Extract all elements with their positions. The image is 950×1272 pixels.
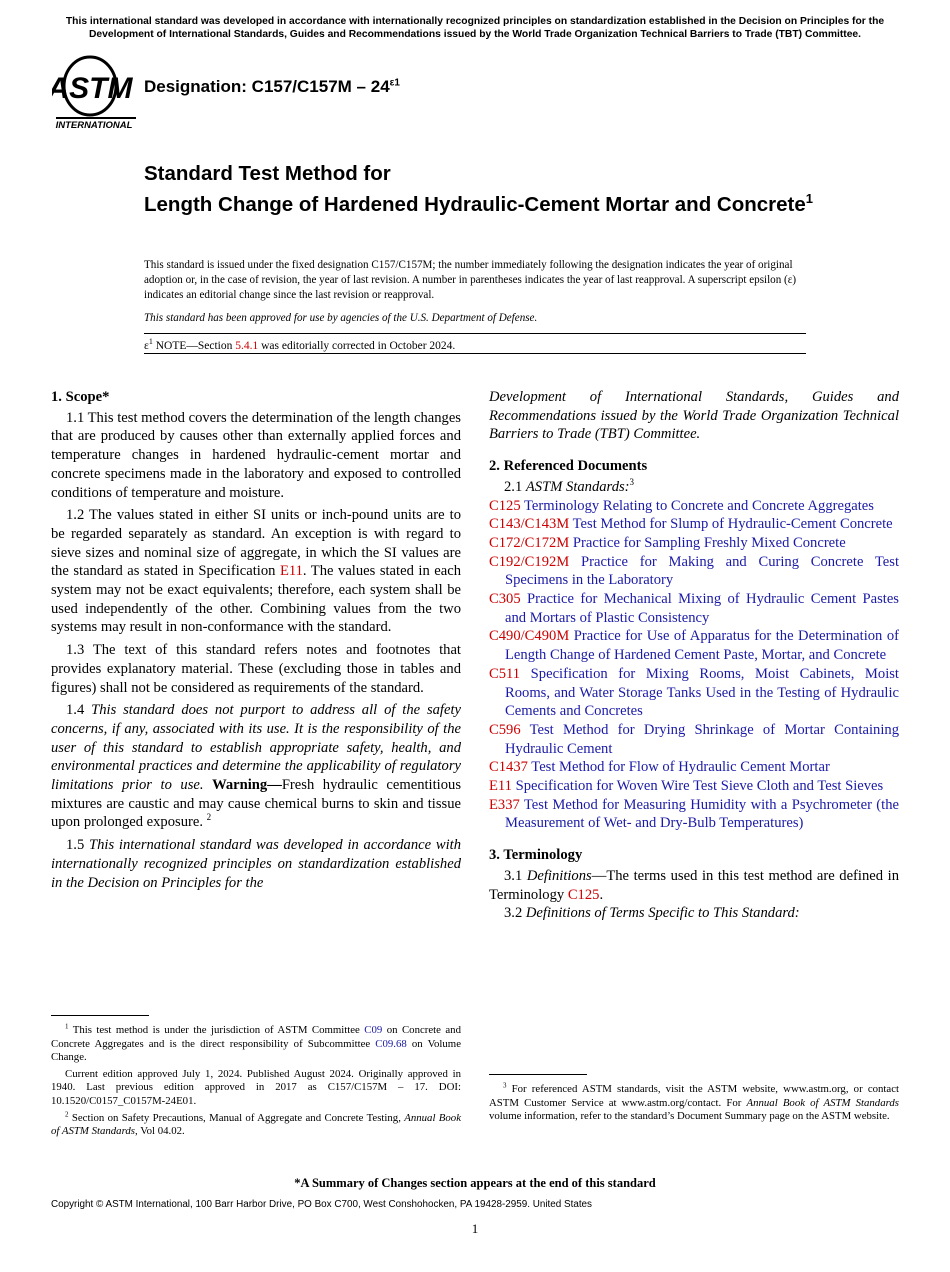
subsection-astm-standards: 2.1 ASTM Standards:$^3$ xyxy=(504,476,635,495)
reference-title-link[interactable]: Practice for Use of Apparatus for the Determination of Length Change of Hardened Cement Paste, Mortar, and Concrete xyxy=(505,628,899,664)
paragraph-1-3: 1.3 The text of this standard refers notes and footnotes that provides explanatory material. These (excluding those in tables and figures) shall not be considered as requirements of the standard. xyxy=(51,642,461,696)
reference-code-link[interactable]: C172/C172M xyxy=(489,534,570,551)
page-title: Standard Test Method for Length Change of Hardened Hydraulic-Cement Mortar and Concrete$^1$ xyxy=(144,162,814,216)
reference-item xyxy=(489,796,899,833)
section-heading-referenced: 2. Referenced Documents xyxy=(489,458,648,475)
reference-code-link[interactable]: C192/C192M xyxy=(489,553,570,570)
astm-logo xyxy=(52,54,136,132)
footnote-rule xyxy=(489,1074,587,1075)
left-column xyxy=(51,388,461,892)
section-link[interactable]: 5.4.1 xyxy=(235,339,259,352)
reference-title-link[interactable]: Test Method for Flow of Hydraulic Cement Mortar xyxy=(527,759,830,776)
reference-code-link[interactable]: E337 xyxy=(489,796,520,813)
reference-title-link[interactable]: Practice for Sampling Freshly Mixed Concrete xyxy=(569,534,846,551)
reference-title-link[interactable]: Practice for Mechanical Mixing of Hydraulic Cement Pastes and Mortars of Plastic Consistency xyxy=(505,591,899,626)
reference-item xyxy=(489,497,899,516)
footnote-1-edition: Current edition approved July 1, 2024. Published August 2024. Originally approved in 1940. Last previous edition approved in 2017 as C157/C157M – 17. DOI: 10.1520/C0157_C0157M-24E01. xyxy=(51,1067,461,1107)
paragraph-1-4: 1.4 This standard does not purport to address all of the safety concerns, if any, associated with its use. It is the responsibility of the user of this standard to establish appropriate safety, health, and environmental practices and determine the applicability of regulatory limitations prior to use. Warning—Fresh hydraulic cementitious mixtures are caustic and may cause chemical burns to skin and tissue upon prolonged exposure. $^2$ xyxy=(51,702,461,831)
copyright: Copyright © ASTM International, 100 Barr Harbor Drive, PO Box C700, West Conshohocken, PA 19428-2959. United States xyxy=(51,1199,592,1210)
footnote-1: $^1$ This test method is under the jurisdiction of ASTM Committee C09 on Concrete and Concrete Aggregates and is the direct responsibility of Subcommittee C09.68 on Volume Change. xyxy=(51,1022,461,1064)
dod-note: This standard has been approved for use by agencies of the U.S. Department of Defense. xyxy=(144,312,538,324)
reference-title-link[interactable]: Test Method for Drying Shrinkage of Mortar Containing Hydraulic Cement xyxy=(505,721,899,757)
top-notice: This international standard was developed in accordance with internationally recognized principles on standardization established in the Decision on Principles for the Development of International Standards, Guides and Recommendations issued by the World Trade Organization Technical Barriers to Trade (TBT) Committee. xyxy=(65,16,885,40)
link-e11[interactable]: E11 xyxy=(279,563,303,580)
reference-code-link[interactable]: C143/C143M xyxy=(489,516,570,533)
link-c125[interactable]: C125 xyxy=(567,886,600,903)
divider xyxy=(144,333,806,334)
reference-item xyxy=(489,515,899,534)
reference-item xyxy=(489,590,899,627)
paragraph-3-2: 3.2 Definitions of Terms Specific to This Standard: xyxy=(504,905,800,922)
paragraph-1-5-continued: Development of International Standards, Guides and Recommendations issued by the World Trade Organization Technical Barriers to Trade (TBT) Committee. xyxy=(489,389,899,443)
reference-title-link[interactable]: Specification for Woven Wire Test Sieve Cloth and Test Sieves xyxy=(511,778,884,795)
paragraph-3-1: 3.1 Definitions—The terms used in this test method are defined in Terminology C125. xyxy=(489,867,899,903)
footnotes-left xyxy=(51,1015,461,1139)
paragraph-1-2: 1.2 The values stated in either SI units or inch-pound units are to be regarded separately as standard. An exception is with regard to sieve sizes and nominal size of aggregate, in which the SI values are the standard as stated in Specification E11. The values stated in each system may not be exact equivalents; therefore, each system shall be used independently of the other. Combining values from the two systems may result in non-conformance with the standard. xyxy=(51,507,461,636)
section-heading-scope: 1. Scope* xyxy=(51,389,110,405)
reference-title-link[interactable]: Test Method for Measuring Humidity with a Psychrometer (the Measurement of Wet- and Dry-Bulb Temperatures) xyxy=(505,796,899,832)
reference-code-link[interactable]: C125 xyxy=(489,497,521,514)
editorial-note: $\varepsilon^1$ NOTE—Section 5.4.1 was editorially corrected in October 2024. xyxy=(144,337,456,352)
reference-title-link[interactable]: Specification for Mixing Rooms, Moist Cabinets, Moist Rooms, and Water Storage Tanks Used in the Testing of Hydraulic Cements and Concretes xyxy=(505,665,899,720)
reference-code-link[interactable]: C1437 xyxy=(489,759,528,776)
reference-list xyxy=(489,497,899,834)
reference-code-link[interactable]: C490/C490M xyxy=(489,628,570,645)
reference-item xyxy=(489,777,899,796)
paragraph-1-5: 1.5 This international standard was developed in accordance with internationally recognized principles on standardization established in the Decision on Principles for the xyxy=(51,837,462,891)
reference-title-link[interactable]: Terminology Relating to Concrete and Concrete Aggregates xyxy=(520,497,874,514)
paragraph-1-1: 1.1 This test method covers the determination of the length changes that are produced by causes other than externally applied forces and temperature changes in hardened hydraulic-cement mortar and concrete specimens made in the laboratory and exposed to controlled conditions of temperature and moisture. xyxy=(51,409,461,501)
reference-item xyxy=(489,534,899,553)
reference-item xyxy=(489,758,899,777)
svg-text:ASTM: ASTM xyxy=(52,72,133,105)
reference-code-link[interactable]: C596 xyxy=(489,721,521,738)
link-c09-68[interactable]: C09.68 xyxy=(375,1037,407,1050)
reference-code-link[interactable]: C305 xyxy=(489,591,521,608)
svg-text:INTERNATIONAL: INTERNATIONAL xyxy=(55,120,133,131)
footnote-2: $^2$ Section on Safety Precautions, Manual of Aggregate and Concrete Testing, Annual Book of ASTM Standards, Vol 04.02. xyxy=(51,1109,461,1138)
summary-notice: *A Summary of Changes section appears at the end of this standard xyxy=(294,1176,656,1190)
link-c09[interactable]: C09 xyxy=(364,1024,383,1036)
reference-code-link[interactable]: E11 xyxy=(489,778,512,795)
reference-item xyxy=(489,553,899,590)
reference-title-link[interactable]: Practice for Making and Curing Concrete Test Specimens in the Laboratory xyxy=(505,553,899,589)
footnotes-right xyxy=(489,1074,899,1124)
reference-title-link[interactable]: Test Method for Slump of Hydraulic-Cement Concrete xyxy=(569,516,893,533)
footnote-rule xyxy=(51,1015,149,1016)
page-number: 1 xyxy=(471,1221,479,1236)
reference-item xyxy=(489,665,899,721)
footnote-3: $^3$ For referenced ASTM standards, visit the ASTM website, www.astm.org, or contact ASTM Customer Service at www.astm.org/contact. For Annual Book of ASTM Standards volume information, refer to the standard’s Document Summary page on the ASTM website. xyxy=(489,1081,899,1123)
reference-item xyxy=(489,721,899,758)
issue-note: This standard is issued under the fixed designation C157/C157M; the number immediately following the designation indicates the year of original adoption or, in the case of revision, the year of last revision. A number in parentheses indicates the year of last reapproval. A superscript epsilon (ε) indicates an editorial change since the last revision or reapproval. xyxy=(144,259,797,301)
reference-code-link[interactable]: C511 xyxy=(489,665,521,682)
right-column xyxy=(489,388,899,923)
divider xyxy=(144,353,806,354)
designation: Designation: $C157/C157M - 24^{\varepsilon 1}$ xyxy=(144,77,400,96)
reference-item xyxy=(489,627,899,664)
section-heading-terminology: 3. Terminology xyxy=(489,847,583,864)
